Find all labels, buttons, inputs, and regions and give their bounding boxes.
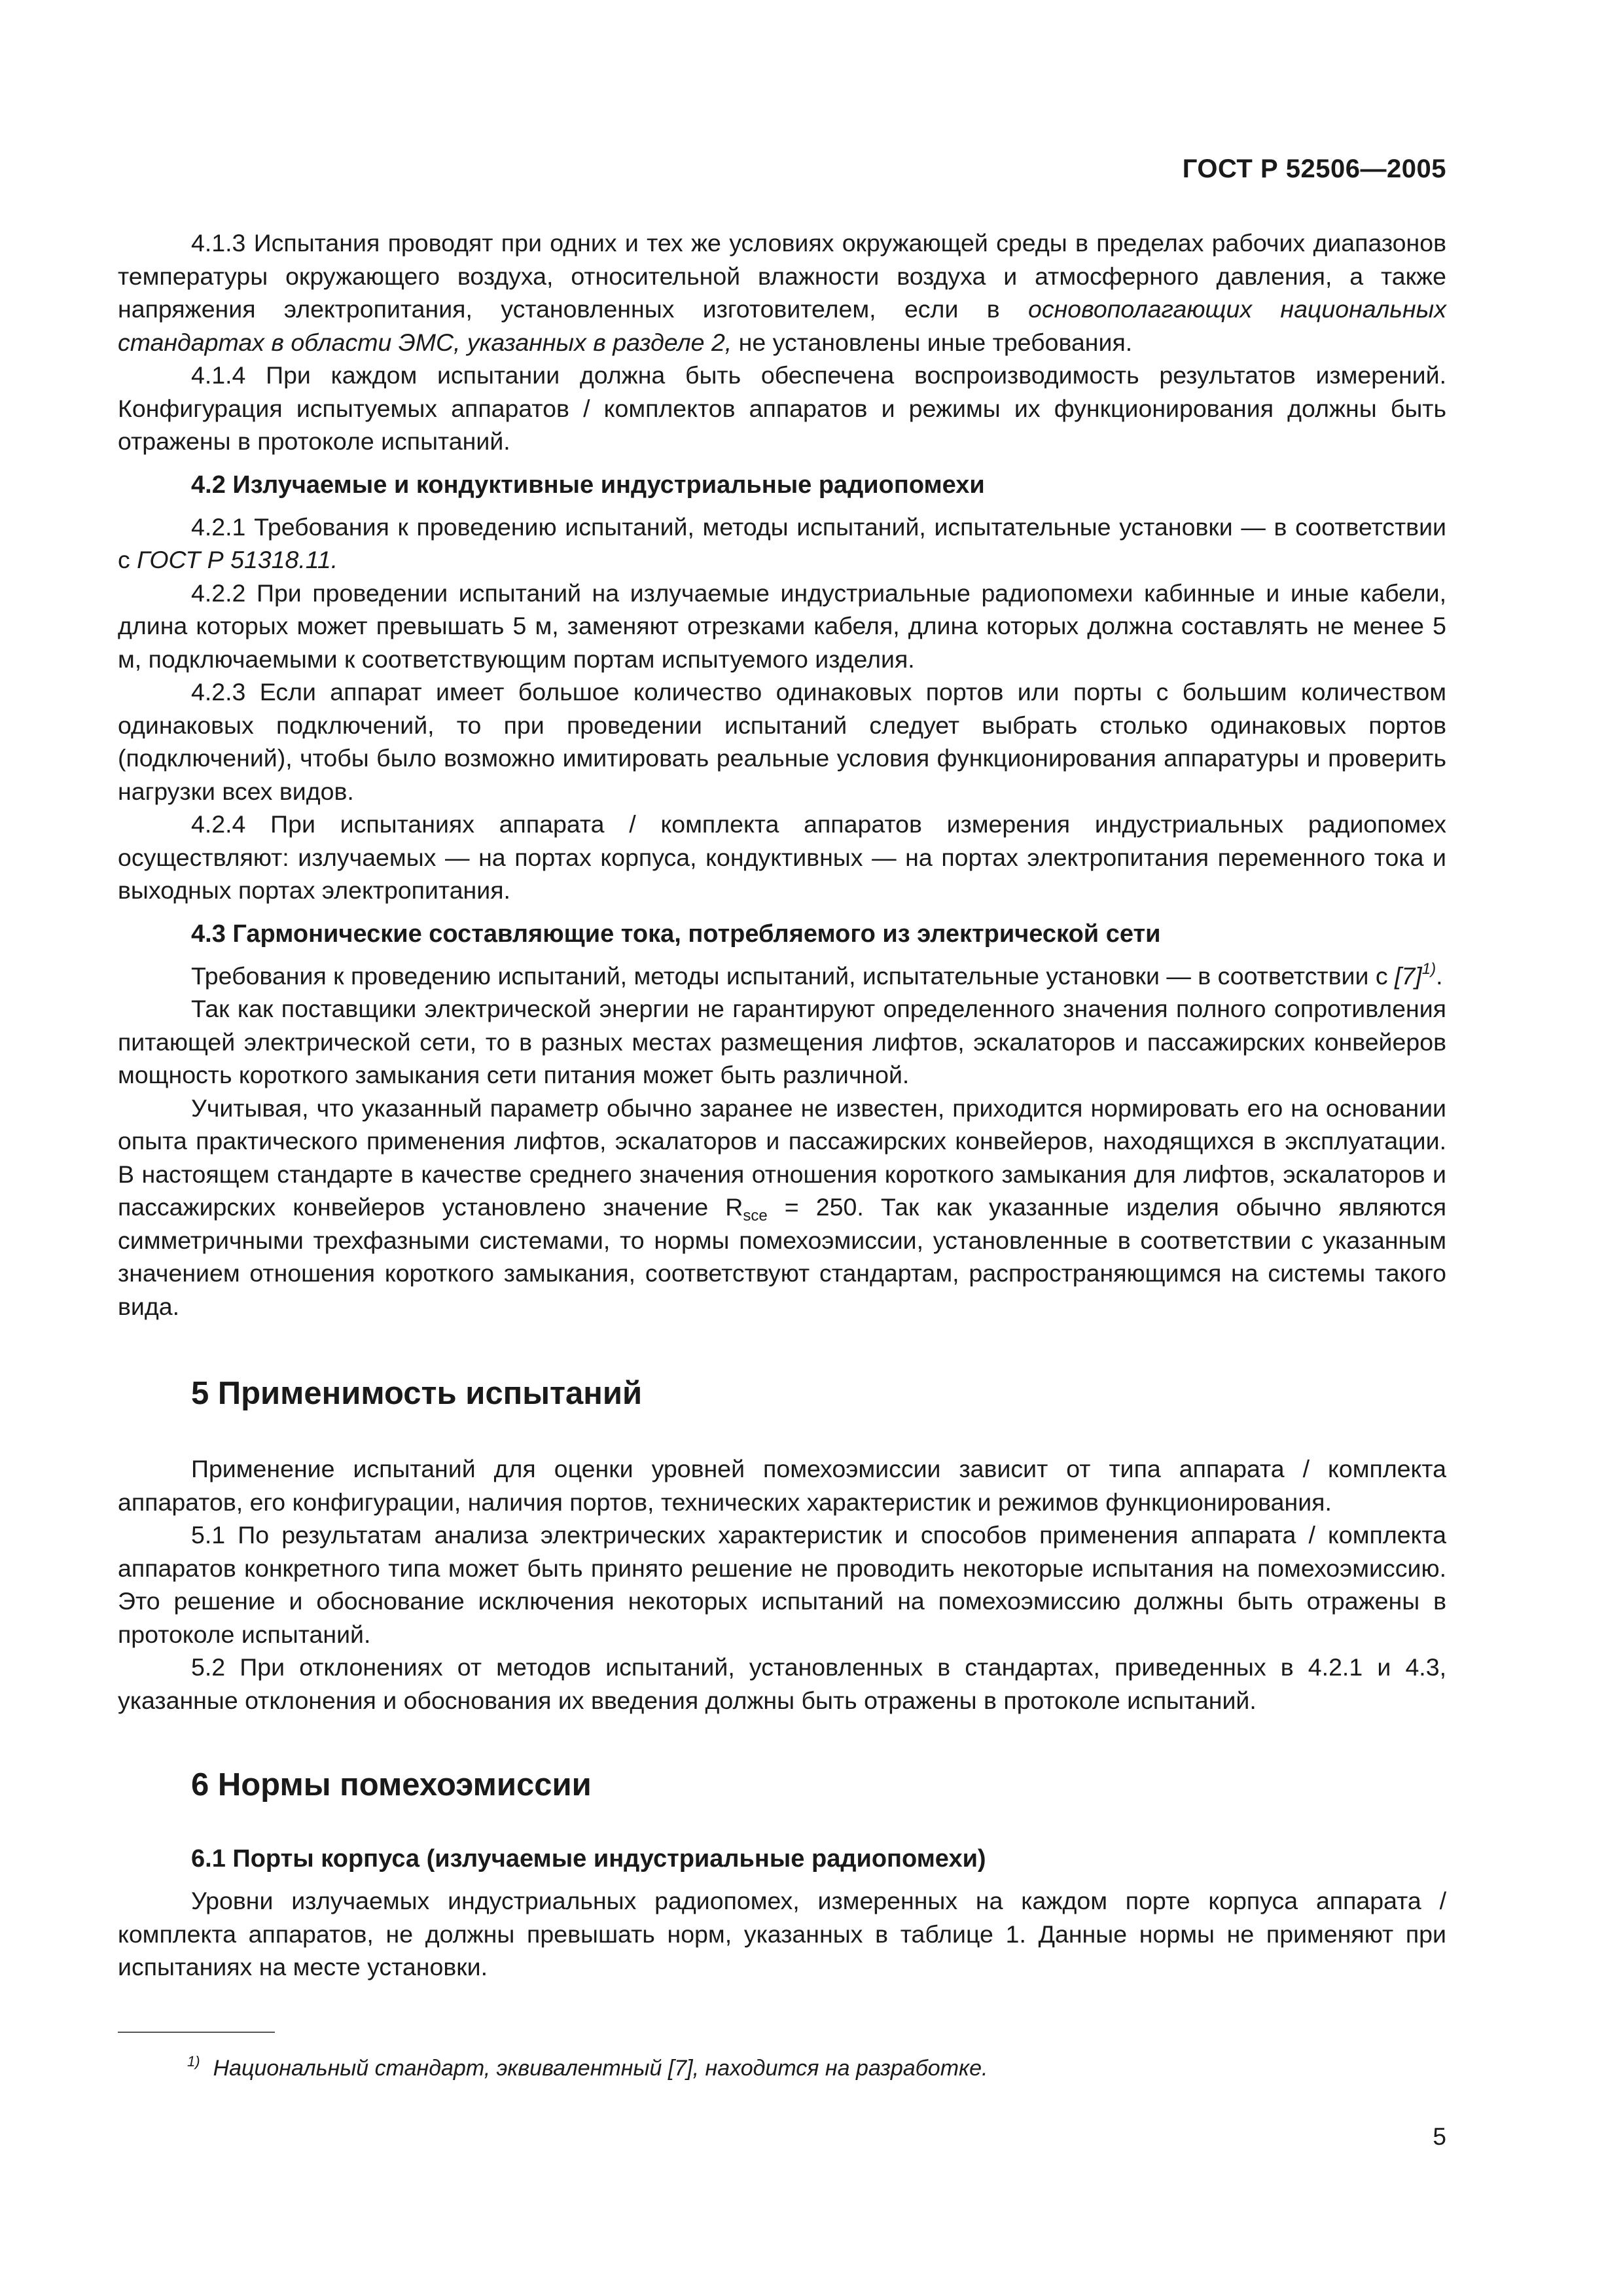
subsection-title-4-2: 4.2 Излучаемые и кондуктивные индустриальные радиопомехи [191, 471, 985, 499]
italic-reference: основополагающих национальных стандартах в области ЭМС, указанных в разделе 2, [118, 295, 1446, 356]
paragraph-5-2: 5.2 При отклонениях от методов испытаний, установленных в стандартах, приведенных в 4.2.1 и 4.3, указанные отклонения и обоснования их введения должны быть отражены в протоколе испытаний. [118, 1653, 1446, 1714]
italic-reference: ГОСТ Р 51318.11. [137, 546, 338, 573]
paragraph-4-2-2: 4.2.2 При проведении испытаний на излучаемые индустриальные радиопомехи кабинные и иные кабели, длина которых может превышать 5 м, заменяют отрезками кабеля, длина которых должна составлять не менее 5 м, подключаемыми к соответствующим портам испытуемого изделия. [118, 579, 1446, 673]
subsection-title-4-3: 4.3 Гармонические составляющие тока, потребляемого из электрической сети [191, 920, 1161, 948]
paragraph-6-1: Уровни излучаемых индустриальных радиопомех, измеренных на каждом порте корпуса аппарата / комплекта аппаратов, не должны превышать норм, указанных в таблице 1. Данные нормы не применяют при испытаниях на месте установки. [118, 1887, 1446, 1981]
paragraph-4-1-4: 4.1.4 При каждом испытании должна быть обеспечена воспроизводимость результатов измерений. Конфигурация испытуемых аппаратов / комплектов аппаратов и режимы их функционирования должны быть отражены в протоколе испытаний. [118, 361, 1446, 455]
document-body [118, 226, 1446, 1984]
footnote-text: Национальный стандарт, эквивалентный [7], находится на разработке. [213, 2056, 988, 2081]
footnote [187, 2054, 988, 2083]
paragraph-4-3-2: Так как поставщики электрической энергии не гарантируют определенного значения полного сопротивления питающей электрической сети, то в разных местах размещения лифтов, эскалаторов и пассажирских конвейеров мощность короткого замыкания сети питания может быть различной. [118, 995, 1446, 1088]
paragraph-4-1-3: 4.1.3 Испытания проводят при одних и тех же условиях окружающей среды в пределах рабочих диапазонов температуры окружающего воздуха, относительной влажности воздуха и атмосферного давления, а также напряжения электропитания, установленных изготовителем, если в основополагающих национальных стандартах в области ЭМС, указанных в разделе 2, не установлены иные требования. [118, 229, 1446, 356]
footnote-mark: 1) [187, 2053, 200, 2070]
footnote-marker: 1) [1421, 960, 1436, 978]
paragraph-4-3-3: Учитывая, что указанный параметр обычно заранее не известен, приходится нормировать его на основании опыта практического применения лифтов, эскалаторов и пассажирских конвейеров, находящихся в эксплуатации. В настоящем стандарте в качестве среднего значения отношения короткого замыкания для лифтов, эскалаторов и пассажирских конвейеров установлено значение $R_{sce} = 250$. Так как указанные изделия обычно являются симметричными трехфазными системами, то нормы помехоэмиссии, установленные в соответствии с указанным значением отношения короткого замыкания, соответствуют стандартам, распространяющимся на системы такого вида. [118, 1094, 1446, 1320]
section-title-6: 6 Нормы помехоэмиссии [191, 1767, 592, 1803]
paragraph-5-1: 5.1 По результатам анализа электрических характеристик и способов применения аппарата / комплекта аппаратов конкретного типа может быть принято решение не проводить некоторые испытания на помехоэмиссию. Это решение и обоснование исключения некоторых испытаний на помехоэмиссию должны быть отражены в протоколе испытаний. [118, 1521, 1446, 1648]
page-number: 5 [1433, 2123, 1446, 2150]
subsection-title-6-1: 6.1 Порты корпуса (излучаемые индустриальные радиопомехи) [191, 1845, 986, 1873]
italic-reference: $[7]^{1)}$ [1395, 960, 1436, 990]
paragraph-4-2-4: 4.2.4 При испытаниях аппарата / комплекта аппаратов измерения индустриальных радиопомех осуществляют: излучаемых — на портах корпуса, кондуктивных — на портах электропитания переменного тока и выходных портах электропитания. [118, 810, 1446, 904]
document-header: ГОСТ Р 52506—2005 [1182, 154, 1446, 183]
footnote-separator [118, 2032, 275, 2033]
paragraph-4-3-1: Требования к проведению испытаний, методы испытаний, испытательные установки — в соответствии с $[7]^{1)}$. [191, 960, 1443, 990]
section-title-5: 5 Применимость испытаний [191, 1376, 643, 1411]
subscript-sce: sce [743, 1207, 768, 1225]
paragraph-4-2-3: 4.2.3 Если аппарат имеет большое количество одинаковых портов или порты с большим количеством одинаковых подключений, то при проведении испытаний следует выбрать столько одинаковых портов (подключений), чтобы было возможно имитировать реальные условия функционирования аппаратуры и проверить нагрузки всех видов. [118, 678, 1446, 805]
paragraph-5-intro: Применение испытаний для оценки уровней помехоэмиссии зависит от типа аппарата / комплекта аппаратов, его конфигурации, наличия портов, технических характеристик и режимов функционирования. [118, 1455, 1446, 1516]
paragraph-4-2-1: 4.2.1 Требования к проведению испытаний, методы испытаний, испытательные установки — в соответствии с ГОСТ Р 51318.11. [118, 512, 1446, 573]
